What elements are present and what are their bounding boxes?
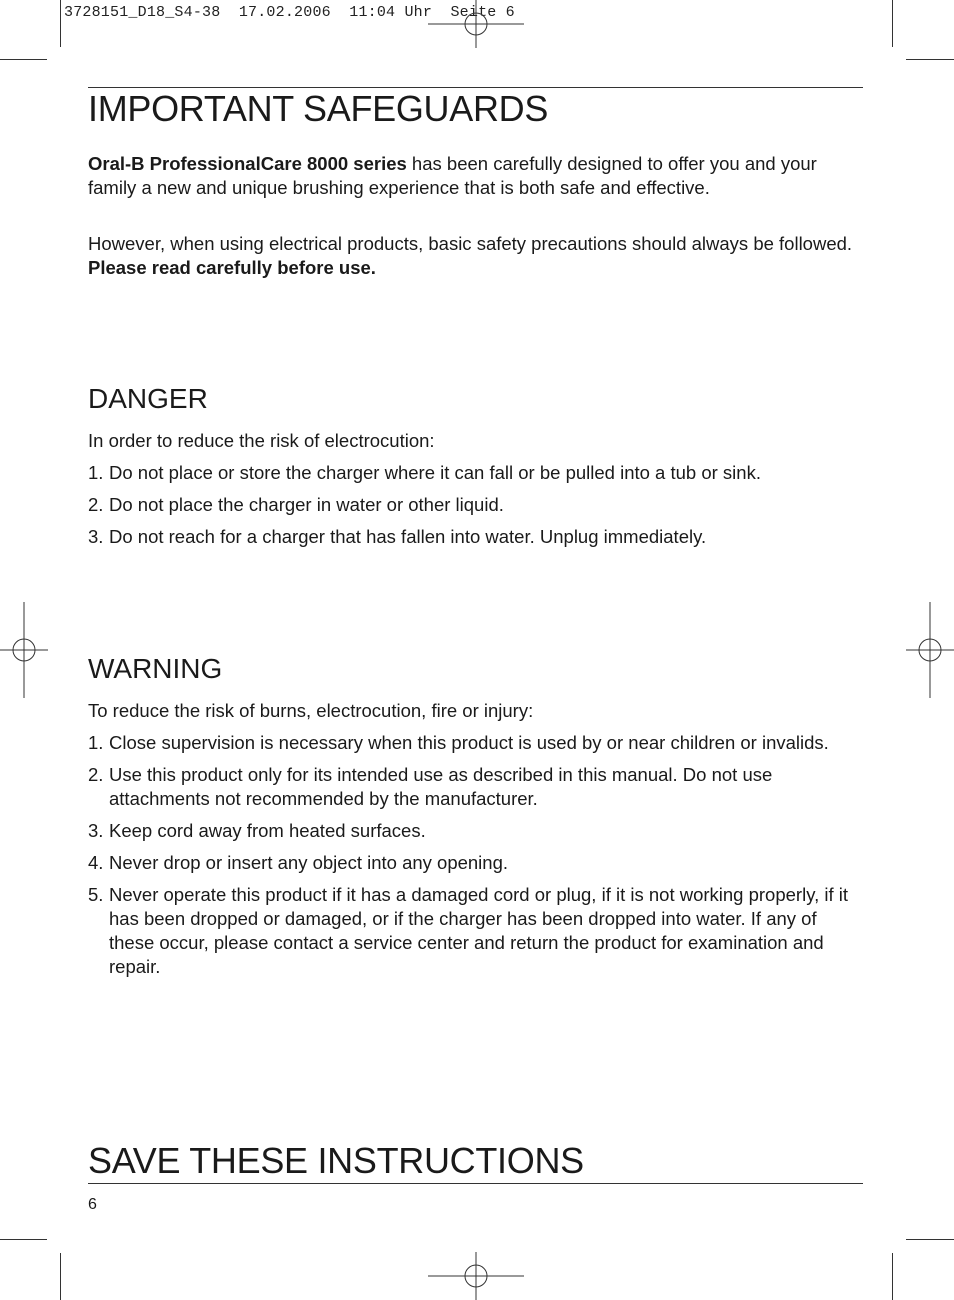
brand-name: Oral-B ProfessionalCare 8000 series [88, 153, 407, 174]
list-item: 2. Do not place the charger in water or other liquid. [88, 494, 504, 515]
precaution-text: However, when using electrical products, basic safety precautions should always be followed. [88, 233, 853, 254]
list-item: 5. Never operate this product if it has a damaged cord or plug, if it is not working properly, if it has been dropped or damaged, or if the charger has been dropped into water. If any of these occur, please contact a service center and return the product for examination and repair. [88, 884, 848, 977]
read-carefully-note: Please read carefully before use. [88, 257, 376, 278]
list-item: 1. Close supervision is necessary when this product is used by or near children or invalids. [88, 732, 829, 753]
list-item: 3. Keep cord away from heated surfaces. [88, 820, 426, 841]
crop-mark-top-left-h [0, 59, 47, 60]
danger-lead: In order to reduce the risk of electrocution: [88, 430, 435, 451]
crop-mark-top-left-v [60, 0, 61, 47]
warning-lead: To reduce the risk of burns, electrocution, fire or injury: [88, 700, 534, 721]
crop-mark-bottom-right-v [892, 1253, 893, 1300]
crop-mark-bottom-left-v [60, 1253, 61, 1300]
save-instructions-title: SAVE THESE INSTRUCTIONS [88, 1140, 584, 1181]
list-item: 1. Do not place or store the charger where it can fall or be pulled into a tub or sink. [88, 462, 761, 483]
page-number: 6 [88, 1196, 97, 1213]
crop-mark-bottom-right-h [906, 1239, 954, 1240]
danger-heading: DANGER [88, 383, 208, 414]
crop-mark-top-right-v [892, 0, 893, 47]
warning-heading: WARNING [88, 653, 223, 684]
registration-mark-left-icon [0, 602, 48, 698]
intro-text: has been carefully designed to offer you and your family a new and unique brushing experience that is both safe and effective. [88, 153, 817, 198]
printer-slug: 3728151_D18_S4-38 17.02.2006 11:04 Uhr Seite 6 [64, 4, 515, 21]
precaution-paragraph [88, 232, 858, 280]
registration-mark-right-icon [906, 602, 954, 698]
footer-rule [88, 1183, 863, 1184]
crop-mark-bottom-left-h [0, 1239, 47, 1240]
warning-list [88, 731, 863, 987]
intro-paragraph [88, 152, 858, 200]
page-title: IMPORTANT SAFEGUARDS [88, 88, 549, 129]
list-item: 3. Do not reach for a charger that has fallen into water. Unplug immediately. [88, 526, 707, 547]
list-item: 2. Use this product only for its intended use as described in this manual. Do not use attachments not recommended by the manufacturer. [88, 764, 773, 809]
list-item: 4. Never drop or insert any object into any opening. [88, 852, 509, 873]
crop-mark-top-right-h [906, 59, 954, 60]
registration-mark-top-icon [428, 0, 524, 48]
danger-list [88, 461, 863, 557]
registration-mark-bottom-icon [428, 1252, 524, 1300]
